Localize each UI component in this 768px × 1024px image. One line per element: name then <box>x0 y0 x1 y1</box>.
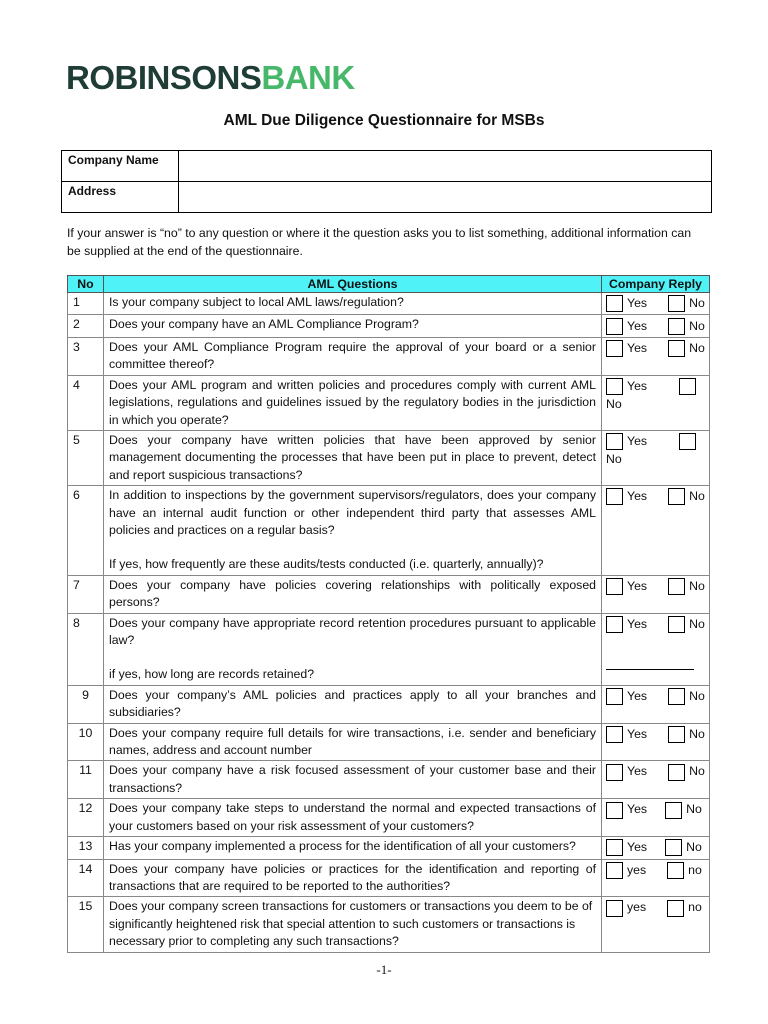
yes-label: Yes <box>627 378 648 393</box>
reply-cell <box>602 486 710 576</box>
reply-cell <box>602 575 710 613</box>
address-label: Address <box>62 182 179 213</box>
no-label: No <box>689 578 705 593</box>
yes-checkbox[interactable] <box>606 295 623 312</box>
yes-label: Yes <box>627 764 648 779</box>
no-checkbox[interactable] <box>667 862 684 879</box>
question-number: 3 <box>68 337 104 375</box>
instructions-paragraph: If your answer is “no” to any question or where it the question asks you to list something, additional information can be supplied at the end of the questionnaire. <box>67 226 692 258</box>
no-checkbox[interactable] <box>667 900 684 917</box>
yes-checkbox[interactable] <box>606 764 623 781</box>
question-number: 12 <box>68 799 104 837</box>
question-text: Does your company require full details for wire transactions, i.e. sender and beneficiary names, address and account number <box>104 723 602 761</box>
yes-label: Yes <box>627 840 648 855</box>
table-row <box>68 723 710 761</box>
address-row <box>62 182 712 213</box>
company-name-field[interactable] <box>179 151 712 182</box>
logo-text-bank: BANK <box>261 59 355 96</box>
yes-label: Yes <box>627 802 648 817</box>
question-text: Does your company have written policies that have been approved by senior management documenting the processes that have been put in place to prevent, detect and report suspicious transactions? <box>104 430 602 485</box>
reply-cell <box>602 337 710 375</box>
no-checkbox[interactable] <box>668 488 685 505</box>
question-number: 13 <box>68 837 104 859</box>
yes-checkbox[interactable] <box>606 839 623 856</box>
table-row <box>68 859 710 897</box>
question-number: 8 <box>68 613 104 685</box>
no-label: no <box>688 862 702 877</box>
no-label: No <box>689 726 705 741</box>
yes-checkbox[interactable] <box>606 802 623 819</box>
header-no: No <box>68 276 104 293</box>
reply-cell <box>602 837 710 859</box>
reply-cell <box>602 859 710 897</box>
yes-label: Yes <box>627 688 648 703</box>
question-text: Is your company subject to local AML laws/regulation? <box>104 293 602 315</box>
yes-label: Yes <box>627 433 648 448</box>
question-number: 11 <box>68 761 104 799</box>
header-reply: Company Reply <box>602 276 710 293</box>
question-text: Does your AML program and written policies and procedures comply with current AML legislations, regulations and guidelines issued by the regulatory bodies in the jurisdiction in which you operate? <box>104 375 602 430</box>
question-followup: If yes, how frequently are these audits/tests conducted (i.e. quarterly, annually)? <box>109 557 544 572</box>
yes-checkbox[interactable] <box>606 726 623 743</box>
reply-cell <box>602 375 710 430</box>
question-text: Does your company’s AML policies and practices apply to all your branches and subsidiaries? <box>104 685 602 723</box>
no-label: No <box>686 840 702 855</box>
question-followup: if yes, how long are records retained? <box>109 667 315 682</box>
header-questions: AML Questions <box>104 276 602 293</box>
question-text: Does your company have a risk focused assessment of your customer base and their transactions? <box>104 761 602 799</box>
robinsons-bank-logo <box>66 58 355 98</box>
no-label: no <box>688 900 702 915</box>
yes-label: yes <box>627 900 647 915</box>
table-row <box>68 799 710 837</box>
no-label: No <box>689 296 705 311</box>
question-number: 4 <box>68 375 104 430</box>
no-checkbox[interactable] <box>679 433 696 450</box>
yes-checkbox[interactable] <box>606 862 623 879</box>
no-checkbox[interactable] <box>665 839 682 856</box>
yes-label: Yes <box>627 489 648 504</box>
reply-cell <box>602 613 710 685</box>
no-checkbox[interactable] <box>668 578 685 595</box>
table-row <box>68 837 710 859</box>
question-text: Does your company have an AML Compliance Program? <box>104 315 602 337</box>
table-row <box>68 486 710 576</box>
yes-label: Yes <box>627 318 648 333</box>
table-row <box>68 685 710 723</box>
question-text: Does your AML Compliance Program require the approval of your board or a senior committee thereof? <box>104 337 602 375</box>
yes-checkbox[interactable] <box>606 433 623 450</box>
no-checkbox[interactable] <box>668 616 685 633</box>
yes-label: Yes <box>627 726 648 741</box>
table-row <box>68 430 710 485</box>
no-label: No <box>689 489 705 504</box>
no-checkbox[interactable] <box>668 318 685 335</box>
table-row <box>68 315 710 337</box>
yes-label: Yes <box>627 296 648 311</box>
table-row <box>68 337 710 375</box>
question-number: 14 <box>68 859 104 897</box>
yes-checkbox[interactable] <box>606 616 623 633</box>
yes-checkbox[interactable] <box>606 340 623 357</box>
yes-label: Yes <box>627 616 648 631</box>
reply-cell <box>602 897 710 952</box>
question-text: Does your company screen transactions for customers or transactions you deem to be of significantly heightened risk that special attention to such customers or transactions is necessary prior to completing any such transactions? <box>104 897 602 952</box>
question-number: 5 <box>68 430 104 485</box>
company-name-row <box>62 151 712 182</box>
table-row <box>68 375 710 430</box>
no-checkbox[interactable] <box>679 378 696 395</box>
reply-cell <box>602 293 710 315</box>
question-cell <box>104 613 602 685</box>
table-row <box>68 293 710 315</box>
no-checkbox[interactable] <box>668 295 685 312</box>
reply-cell <box>602 315 710 337</box>
yes-checkbox[interactable] <box>606 378 623 395</box>
question-number: 2 <box>68 315 104 337</box>
address-field[interactable] <box>179 182 712 213</box>
document-title: AML Due Diligence Questionnaire for MSBs <box>223 112 545 129</box>
no-checkbox[interactable] <box>668 764 685 781</box>
question-text: Does your company have policies or practices for the identification and reporting of transactions that are required to be reported to the authorities? <box>104 859 602 897</box>
question-text: Does your company have appropriate record retention procedures pursuant to applicable law? <box>109 615 596 647</box>
no-label: No <box>686 802 702 817</box>
question-number: 6 <box>68 486 104 576</box>
no-checkbox[interactable] <box>668 726 685 743</box>
no-label: No <box>689 340 705 355</box>
no-label: No <box>689 764 705 779</box>
question-cell <box>104 486 602 576</box>
reply-cell <box>602 761 710 799</box>
question-text: Does your company take steps to understand the normal and expected transactions of your customers based on your risk assessment of your customers? <box>104 799 602 837</box>
question-number: 7 <box>68 575 104 613</box>
logo-text-robinsons: ROBINSONS <box>66 59 262 96</box>
no-checkbox[interactable] <box>668 688 685 705</box>
yes-checkbox[interactable] <box>606 578 623 595</box>
question-text: Has your company implemented a process for the identification of all your customers? <box>104 837 602 859</box>
table-row <box>68 761 710 799</box>
no-label: No <box>689 688 705 703</box>
yes-checkbox[interactable] <box>606 318 623 335</box>
company-info-table <box>61 150 712 213</box>
yes-checkbox[interactable] <box>606 688 623 705</box>
question-text: In addition to inspections by the government supervisors/regulators, does your company have an internal audit function or other independent third party that assesses AML policies and practices on a regular basis? <box>109 488 596 537</box>
question-number: 15 <box>68 897 104 952</box>
reply-cell <box>602 799 710 837</box>
question-number: 9 <box>68 685 104 723</box>
question-number: 1 <box>68 293 104 315</box>
table-row <box>68 613 710 685</box>
question-text: Does your company have policies covering relationships with politically exposed persons? <box>104 575 602 613</box>
yes-checkbox[interactable] <box>606 900 623 917</box>
yes-label: yes <box>627 862 647 877</box>
question-number: 10 <box>68 723 104 761</box>
table-row <box>68 575 710 613</box>
company-name-label: Company Name <box>62 151 179 182</box>
table-row <box>68 897 710 952</box>
no-checkbox[interactable] <box>665 802 682 819</box>
no-label: No <box>689 616 705 631</box>
page-number: -1- <box>376 962 392 977</box>
no-label: No <box>606 452 622 467</box>
yes-label: Yes <box>627 578 648 593</box>
reply-cell <box>602 685 710 723</box>
reply-cell <box>602 430 710 485</box>
yes-checkbox[interactable] <box>606 488 623 505</box>
table-header-row <box>68 276 710 293</box>
no-checkbox[interactable] <box>668 340 685 357</box>
no-label: No <box>606 397 622 412</box>
aml-questions-table <box>67 275 710 953</box>
reply-cell <box>602 723 710 761</box>
no-label: No <box>689 318 705 333</box>
retention-answer-line[interactable] <box>606 663 694 670</box>
yes-label: Yes <box>627 340 648 355</box>
